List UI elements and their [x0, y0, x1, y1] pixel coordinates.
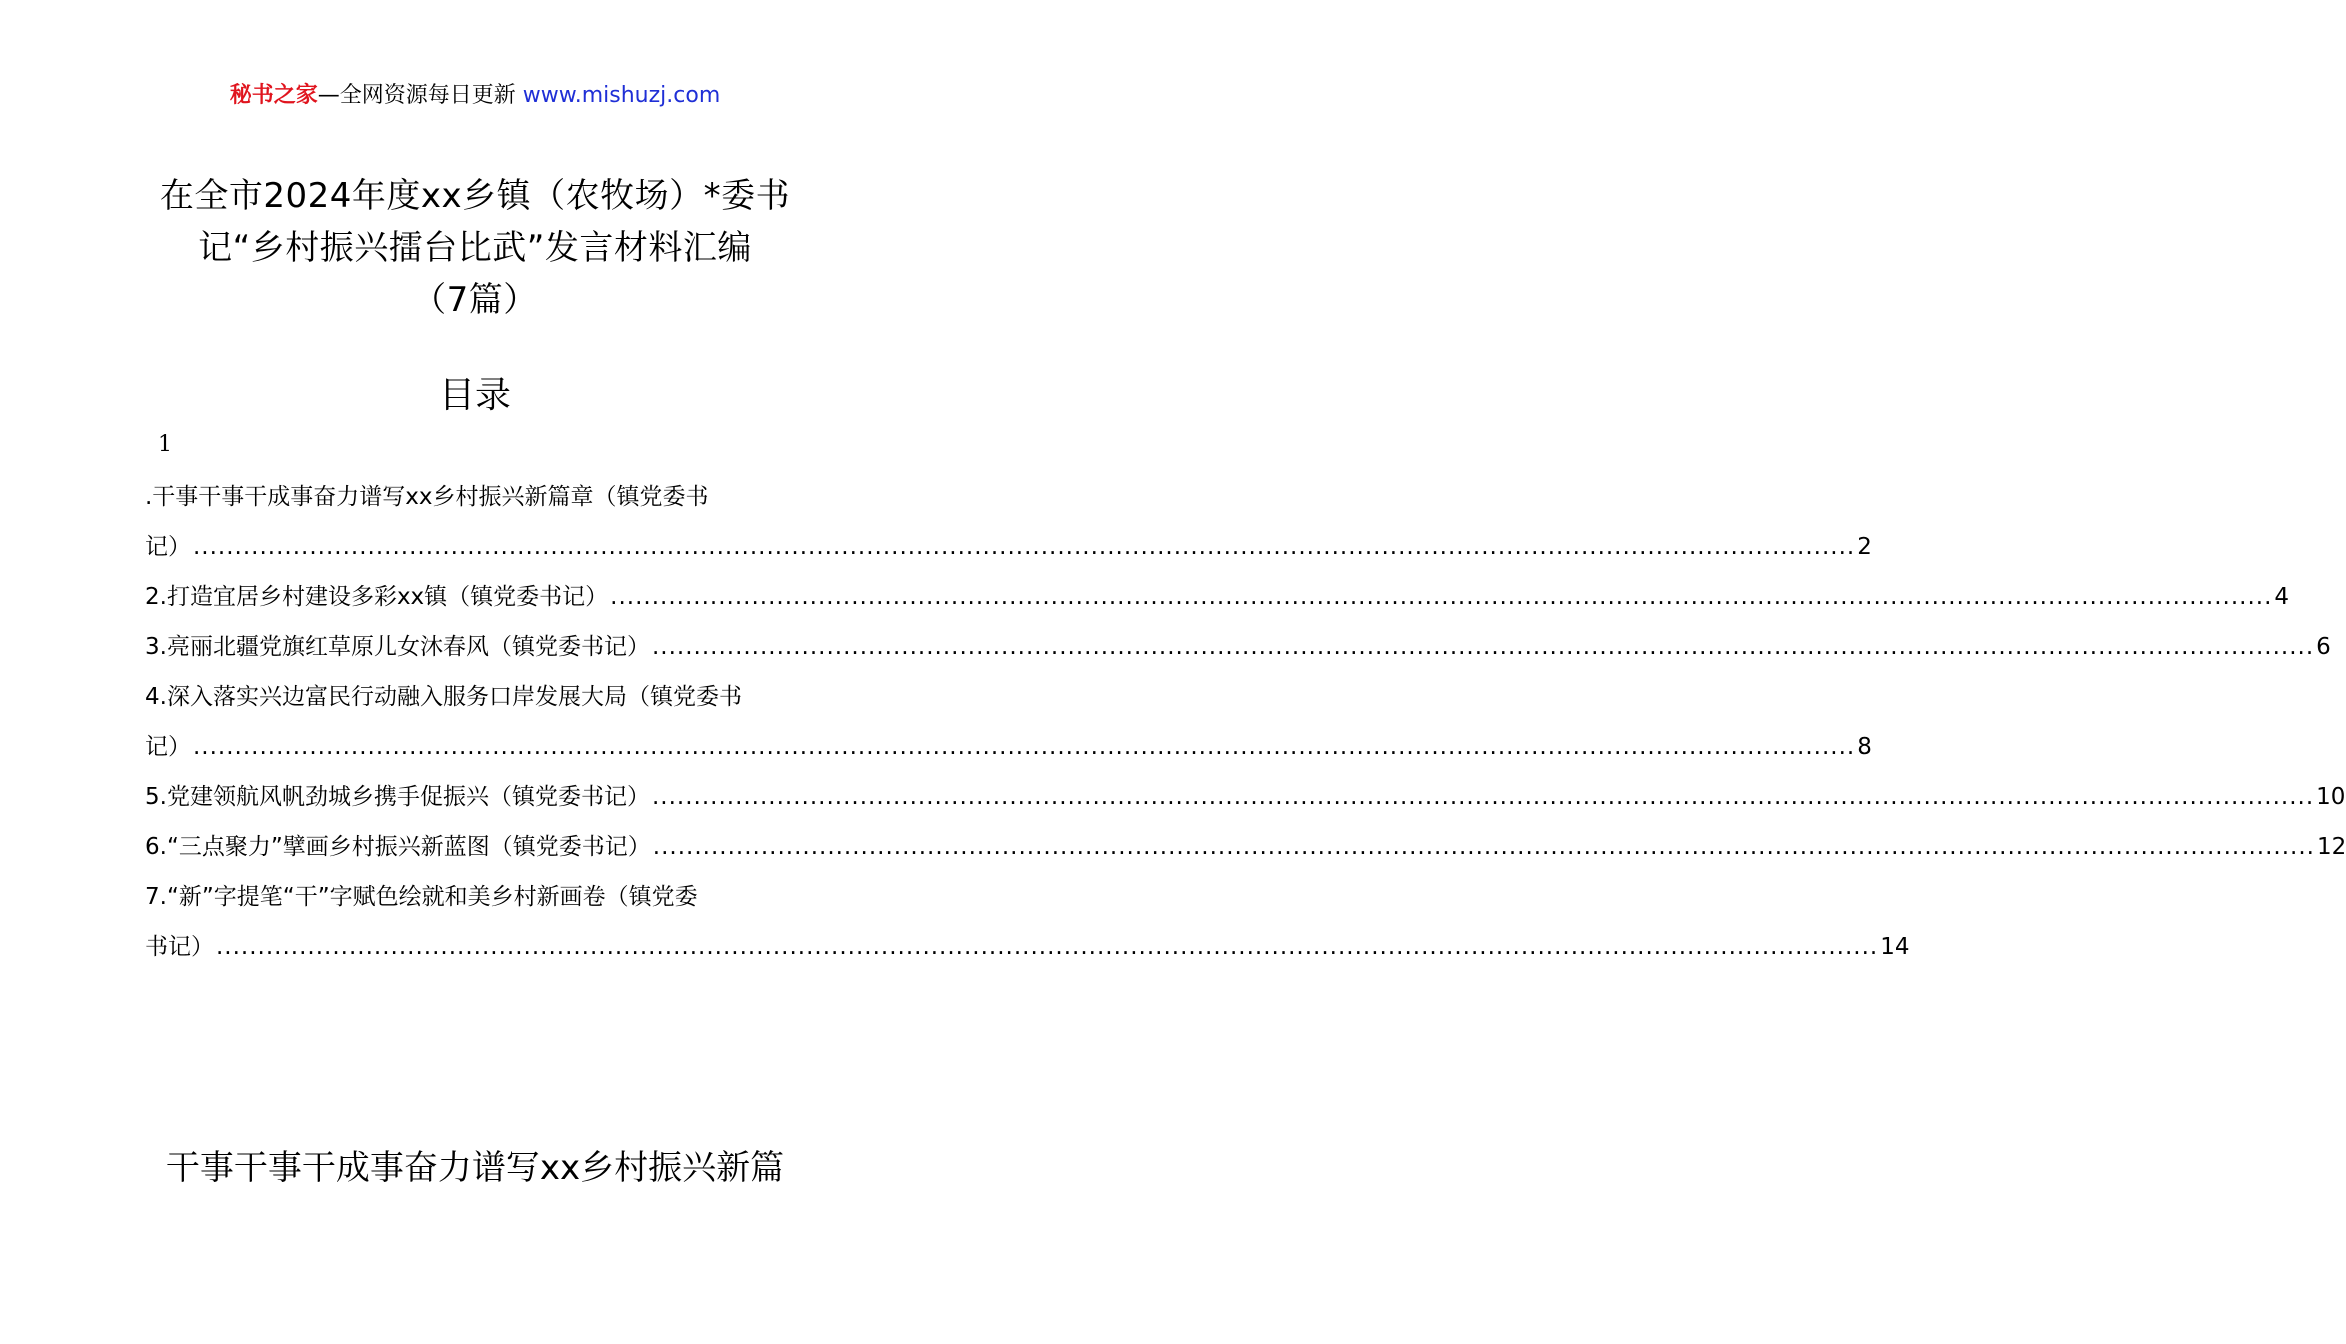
toc-page-number: 12 [2317, 834, 2346, 860]
toc-leader-dots: ........................................................................................................................................................................................................ [193, 534, 1856, 560]
toc-entry-3[interactable] [145, 622, 2331, 672]
toc-page-number: 10 [2316, 784, 2346, 810]
toc-leader-dots: ........................................................................................................................................................................................................ [651, 784, 2315, 810]
toc-leader-dots: ........................................................................................................................................................................................................ [193, 734, 1856, 760]
toc-heading: 目录 [438, 375, 511, 416]
toc-entry-6[interactable] [145, 822, 2346, 872]
site-header [0, 80, 950, 112]
toc-first-page-marker: 1 [158, 432, 172, 457]
toc-entry-5[interactable] [145, 772, 2346, 822]
toc-page-number: 14 [1880, 934, 1910, 960]
toc-entry-text: 2.打造宜居乡村建设多彩xx镇（镇党委书记） [145, 584, 609, 610]
title-line-1: 在全市2024年度xx乡镇（农牧场）*委书 [159, 176, 791, 216]
toc-entry-text: 3.亮丽北疆党旗红草原儿女沐春风（镇党委书记） [145, 634, 650, 660]
toc-entry-text: 7.“新”字提笔“干”字赋色绘就和美乡村新画卷（镇党委 [145, 884, 698, 910]
toc-entry-4-line-1[interactable] [145, 672, 807, 722]
toc-entry-1-line-1[interactable] [145, 472, 807, 522]
toc-entry-1-line-2[interactable] [145, 522, 1872, 572]
toc-leader-dots: ........................................................................................................................................................................................................ [651, 634, 2315, 660]
document-title [140, 170, 810, 326]
toc-page-number: 8 [1857, 734, 1872, 760]
toc-entry-text: 4.深入落实兴边富民行动融入服务口岸发展大局（镇党委书 [145, 684, 742, 710]
toc-entry-4-line-2[interactable] [145, 722, 1872, 772]
toc-entry-7-line-2[interactable] [145, 922, 1910, 972]
toc-entry-text: 记） [145, 534, 191, 560]
section-title: 干事干事干成事奋力谱写xx乡村振兴新篇 [165, 1148, 785, 1188]
toc-entry-text: 6.“三点聚力”擘画乡村振兴新蓝图（镇党委书记） [145, 834, 651, 860]
toc-entry-7-line-1[interactable] [145, 872, 807, 922]
toc-leader-dots: ........................................................................................................................................................................................................ [652, 834, 2315, 860]
toc-entry-text: 书记） [145, 934, 214, 960]
toc-page-number: 4 [2274, 584, 2290, 610]
site-tagline: 全网资源每日更新 [339, 83, 516, 108]
toc-leader-dots: ........................................................................................................................................................................................................ [216, 934, 1879, 960]
header-dash: — [317, 83, 340, 108]
title-line-3: （7篇） [412, 280, 538, 320]
table-of-contents [145, 472, 2346, 972]
site-url-link[interactable]: www.mishuzj.com [522, 83, 721, 108]
title-line-2: 记“乡村振兴擂台比武”发言材料汇编 [198, 228, 752, 268]
toc-entry-text: .干事干事干成事奋力谱写xx乡村振兴新篇章（镇党委书 [145, 484, 709, 510]
site-name: 秘书之家 [229, 83, 318, 108]
toc-page-number: 6 [2316, 634, 2331, 660]
toc-entry-text: 记） [145, 734, 191, 760]
toc-entry-2[interactable] [145, 572, 2290, 622]
toc-page-number: 2 [1857, 534, 1872, 560]
toc-leader-dots: ........................................................................................................................................................................................................ [610, 584, 2273, 610]
toc-entry-text: 5.党建领航风帆劲城乡携手促振兴（镇党委书记） [145, 784, 650, 810]
